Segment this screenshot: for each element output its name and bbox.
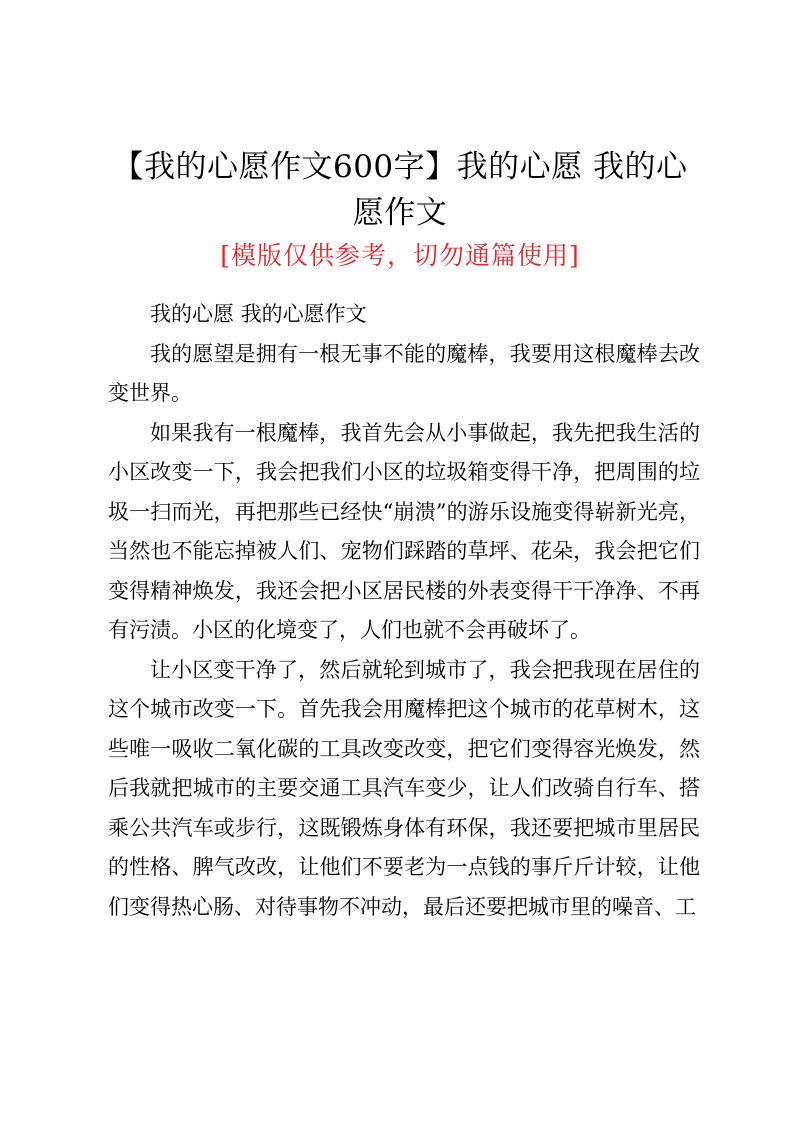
document-title: 【我的心愿作文600字】我的心愿 我的心愿作文 xyxy=(112,149,688,231)
paragraph: 我的愿望是拥有一根无事不能的魔棒，我要用这根魔棒去改变世界。 xyxy=(108,341,700,405)
paragraph: 我的心愿 我的心愿作文 xyxy=(150,302,367,326)
document-body xyxy=(108,295,700,927)
paragraph: 让小区变干净了，然后就轮到城市了，我会把我现在居住的这个城市改变一下。首先我会用魔棒把这个城市的花草树木，这些唯一吸收二氧化碳的工具改变改变，把它们变得容光焕发，然后我就把城市的主要交通工具汽车变少，让人们改骑自行车、搭乘公共汽车或步行，这既锻炼身体有环保，我还要把城市里居民的性格、脾气改改，让他们不要老为一点钱的事斤斤计较，让他们变得热心肠、对待事物不冲动，最后还要把城市里的噪音、工 xyxy=(108,657,700,919)
template-notice: [模版仅供参考，切勿通篇使用] xyxy=(220,241,580,270)
paragraph: 如果我有一根魔棒，我首先会从小事做起，我先把我生活的小区改变一下，我会把我们小区的垃圾箱变得干净，把周围的垃圾一扫而光，再把那些已经快“崩溃”的游乐设施变得崭新光亮，当然也不能忘掉被人们、宠物们踩踏的草坪、花朵，我会把它们变得精神焕发，我还会把小区居民楼的外表变得干干净净、不再有污渍。小区的化境变了，人们也就不会再破坏了。 xyxy=(108,420,700,642)
